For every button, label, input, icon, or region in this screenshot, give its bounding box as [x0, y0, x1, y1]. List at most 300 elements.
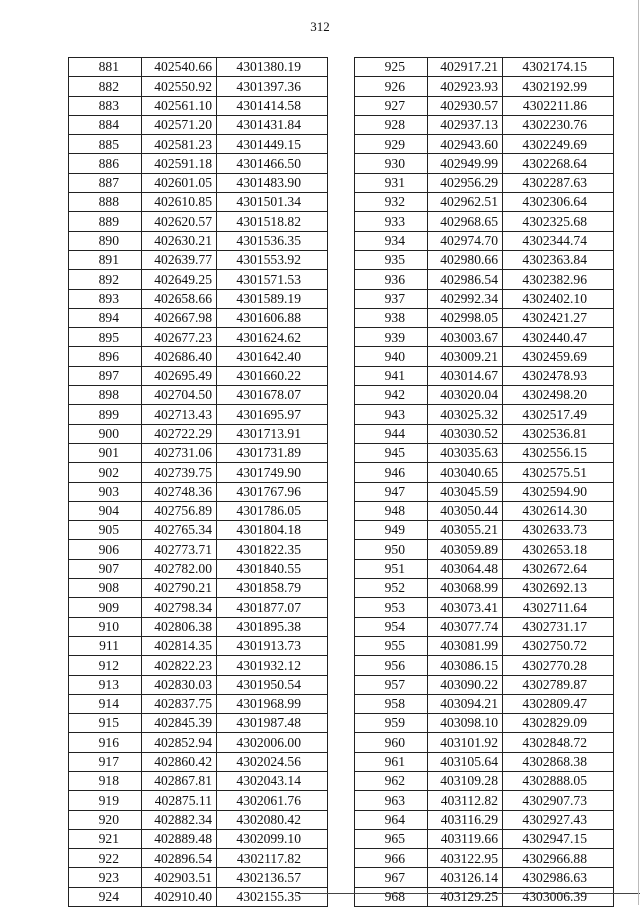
point-number-cell: 888	[69, 193, 142, 212]
y-coordinate-cell: 4302287.63	[503, 173, 614, 192]
x-coordinate-cell: 402649.25	[142, 270, 217, 289]
x-coordinate-cell: 402739.75	[142, 463, 217, 482]
point-number-cell: 945	[355, 443, 428, 462]
y-coordinate-cell: 4302868.38	[503, 752, 614, 771]
point-number-cell: 891	[69, 250, 142, 269]
page-edge-rule	[638, 0, 639, 905]
x-coordinate-cell: 402837.75	[142, 694, 217, 713]
table-row	[355, 752, 614, 771]
table-row	[69, 656, 328, 675]
point-number-cell: 923	[69, 868, 142, 887]
coordinates-table-right	[354, 57, 614, 907]
y-coordinate-cell: 4301414.58	[217, 96, 328, 115]
table-row	[69, 328, 328, 347]
point-number-cell: 899	[69, 405, 142, 424]
x-coordinate-cell: 403050.44	[428, 501, 503, 520]
y-coordinate-cell: 4301449.15	[217, 135, 328, 154]
y-coordinate-cell: 4302080.42	[217, 810, 328, 829]
x-coordinate-cell: 402722.29	[142, 424, 217, 443]
table-row	[355, 366, 614, 385]
table-row	[69, 443, 328, 462]
x-coordinate-cell: 403122.95	[428, 849, 503, 868]
x-coordinate-cell: 403105.64	[428, 752, 503, 771]
x-coordinate-cell: 403020.04	[428, 386, 503, 405]
point-number-cell: 916	[69, 733, 142, 752]
y-coordinate-cell: 4302099.10	[217, 829, 328, 848]
table-row	[355, 347, 614, 366]
x-coordinate-cell: 402998.05	[428, 308, 503, 327]
x-coordinate-cell: 403126.14	[428, 868, 503, 887]
y-coordinate-cell: 4302306.64	[503, 193, 614, 212]
table-row	[69, 347, 328, 366]
table-row	[355, 58, 614, 77]
x-coordinate-cell: 402822.23	[142, 656, 217, 675]
x-coordinate-cell: 402550.92	[142, 77, 217, 96]
point-number-cell: 925	[355, 58, 428, 77]
table-row	[355, 771, 614, 790]
y-coordinate-cell: 4301895.38	[217, 617, 328, 636]
y-coordinate-cell: 4301642.40	[217, 347, 328, 366]
table-row	[355, 617, 614, 636]
y-coordinate-cell: 4303006.39	[503, 887, 614, 906]
x-coordinate-cell: 402896.54	[142, 849, 217, 868]
x-coordinate-cell: 402540.66	[142, 58, 217, 77]
x-coordinate-cell: 403101.92	[428, 733, 503, 752]
x-coordinate-cell: 402992.34	[428, 289, 503, 308]
y-coordinate-cell: 4302402.10	[503, 289, 614, 308]
x-coordinate-cell: 403081.99	[428, 636, 503, 655]
x-coordinate-cell: 402956.29	[428, 173, 503, 192]
point-number-cell: 913	[69, 675, 142, 694]
y-coordinate-cell: 4302174.15	[503, 58, 614, 77]
point-number-cell: 933	[355, 212, 428, 231]
point-number-cell: 953	[355, 598, 428, 617]
point-number-cell: 928	[355, 115, 428, 134]
table-row	[69, 617, 328, 636]
point-number-cell: 935	[355, 250, 428, 269]
y-coordinate-cell: 4302927.43	[503, 810, 614, 829]
y-coordinate-cell: 4302421.27	[503, 308, 614, 327]
point-number-cell: 910	[69, 617, 142, 636]
point-number-cell: 947	[355, 482, 428, 501]
x-coordinate-cell: 402968.65	[428, 212, 503, 231]
table-row	[355, 250, 614, 269]
point-number-cell: 941	[355, 366, 428, 385]
table-row	[355, 231, 614, 250]
table-row	[355, 328, 614, 347]
table-row	[355, 135, 614, 154]
point-number-cell: 895	[69, 328, 142, 347]
x-coordinate-cell: 402860.42	[142, 752, 217, 771]
y-coordinate-cell: 4302136.57	[217, 868, 328, 887]
point-number-cell: 964	[355, 810, 428, 829]
x-coordinate-cell: 402923.93	[428, 77, 503, 96]
table-row	[69, 250, 328, 269]
y-coordinate-cell: 4301380.19	[217, 58, 328, 77]
table-row	[355, 579, 614, 598]
point-number-cell: 897	[69, 366, 142, 385]
table-row	[69, 154, 328, 173]
y-coordinate-cell: 4302440.47	[503, 328, 614, 347]
point-number-cell: 949	[355, 521, 428, 540]
table-row	[69, 579, 328, 598]
y-coordinate-cell: 4301660.22	[217, 366, 328, 385]
point-number-cell: 926	[355, 77, 428, 96]
y-coordinate-cell: 4301553.92	[217, 250, 328, 269]
x-coordinate-cell: 403035.63	[428, 443, 503, 462]
x-coordinate-cell: 402704.50	[142, 386, 217, 405]
point-number-cell: 948	[355, 501, 428, 520]
table-row	[355, 521, 614, 540]
point-number-cell: 901	[69, 443, 142, 462]
table-row	[355, 96, 614, 115]
x-coordinate-cell: 402639.77	[142, 250, 217, 269]
y-coordinate-cell: 4301786.05	[217, 501, 328, 520]
table-row	[69, 386, 328, 405]
coordinates-table-right-body	[355, 58, 614, 907]
point-number-cell: 902	[69, 463, 142, 482]
table-row	[355, 559, 614, 578]
point-number-cell: 958	[355, 694, 428, 713]
table-row	[355, 212, 614, 231]
point-number-cell: 956	[355, 656, 428, 675]
point-number-cell: 963	[355, 791, 428, 810]
point-number-cell: 927	[355, 96, 428, 115]
table-row	[355, 308, 614, 327]
y-coordinate-cell: 4302006.00	[217, 733, 328, 752]
y-coordinate-cell: 4301518.82	[217, 212, 328, 231]
table-row	[69, 231, 328, 250]
y-coordinate-cell: 4301397.36	[217, 77, 328, 96]
x-coordinate-cell: 402917.21	[428, 58, 503, 77]
point-number-cell: 907	[69, 559, 142, 578]
y-coordinate-cell: 4302731.17	[503, 617, 614, 636]
x-coordinate-cell: 402790.21	[142, 579, 217, 598]
table-row	[355, 598, 614, 617]
table-row	[355, 173, 614, 192]
y-coordinate-cell: 4302594.90	[503, 482, 614, 501]
table-row	[69, 135, 328, 154]
x-coordinate-cell: 402686.40	[142, 347, 217, 366]
y-coordinate-cell: 4301606.88	[217, 308, 328, 327]
x-coordinate-cell: 402875.11	[142, 791, 217, 810]
x-coordinate-cell: 403009.21	[428, 347, 503, 366]
x-coordinate-cell: 402756.89	[142, 501, 217, 520]
y-coordinate-cell: 4301767.96	[217, 482, 328, 501]
table-row	[69, 598, 328, 617]
y-coordinate-cell: 4301913.73	[217, 636, 328, 655]
point-number-cell: 909	[69, 598, 142, 617]
point-number-cell: 962	[355, 771, 428, 790]
point-number-cell: 917	[69, 752, 142, 771]
table-row	[355, 810, 614, 829]
table-row	[355, 154, 614, 173]
point-number-cell: 893	[69, 289, 142, 308]
x-coordinate-cell: 402782.00	[142, 559, 217, 578]
y-coordinate-cell: 4302672.64	[503, 559, 614, 578]
table-row	[69, 289, 328, 308]
coordinates-table-left-body	[69, 58, 328, 907]
x-coordinate-cell: 403090.22	[428, 675, 503, 694]
table-row	[69, 193, 328, 212]
y-coordinate-cell: 4301877.07	[217, 598, 328, 617]
y-coordinate-cell: 4301678.07	[217, 386, 328, 405]
y-coordinate-cell: 4302750.72	[503, 636, 614, 655]
table-row	[69, 829, 328, 848]
table-row	[69, 868, 328, 887]
x-coordinate-cell: 402867.81	[142, 771, 217, 790]
y-coordinate-cell: 4302382.96	[503, 270, 614, 289]
table-row	[355, 424, 614, 443]
table-row	[69, 212, 328, 231]
point-number-cell: 922	[69, 849, 142, 868]
point-number-cell: 890	[69, 231, 142, 250]
point-number-cell: 955	[355, 636, 428, 655]
y-coordinate-cell: 4302829.09	[503, 714, 614, 733]
x-coordinate-cell: 402571.20	[142, 115, 217, 134]
point-number-cell: 911	[69, 636, 142, 655]
x-coordinate-cell: 403003.67	[428, 328, 503, 347]
y-coordinate-cell: 4302268.64	[503, 154, 614, 173]
point-number-cell: 951	[355, 559, 428, 578]
table-row	[69, 482, 328, 501]
y-coordinate-cell: 4302325.68	[503, 212, 614, 231]
table-row	[69, 791, 328, 810]
x-coordinate-cell: 403059.89	[428, 540, 503, 559]
point-number-cell: 887	[69, 173, 142, 192]
point-number-cell: 959	[355, 714, 428, 733]
x-coordinate-cell: 402773.71	[142, 540, 217, 559]
x-coordinate-cell: 402731.06	[142, 443, 217, 462]
point-number-cell: 924	[69, 887, 142, 906]
point-number-cell: 903	[69, 482, 142, 501]
x-coordinate-cell: 403109.28	[428, 771, 503, 790]
x-coordinate-cell: 402765.34	[142, 521, 217, 540]
x-coordinate-cell: 402798.34	[142, 598, 217, 617]
table-row	[69, 58, 328, 77]
table-row	[355, 714, 614, 733]
point-number-cell: 904	[69, 501, 142, 520]
y-coordinate-cell: 4301466.50	[217, 154, 328, 173]
point-number-cell: 884	[69, 115, 142, 134]
y-coordinate-cell: 4302155.35	[217, 887, 328, 906]
x-coordinate-cell: 403064.48	[428, 559, 503, 578]
x-coordinate-cell: 403129.25	[428, 887, 503, 906]
y-coordinate-cell: 4301950.54	[217, 675, 328, 694]
y-coordinate-cell: 4302061.76	[217, 791, 328, 810]
x-coordinate-cell: 402814.35	[142, 636, 217, 655]
x-coordinate-cell: 402889.48	[142, 829, 217, 848]
point-number-cell: 914	[69, 694, 142, 713]
y-coordinate-cell: 4302848.72	[503, 733, 614, 752]
y-coordinate-cell: 4302459.69	[503, 347, 614, 366]
point-number-cell: 937	[355, 289, 428, 308]
point-number-cell: 942	[355, 386, 428, 405]
y-coordinate-cell: 4302575.51	[503, 463, 614, 482]
y-coordinate-cell: 4301431.84	[217, 115, 328, 134]
point-number-cell: 896	[69, 347, 142, 366]
x-coordinate-cell: 403040.65	[428, 463, 503, 482]
x-coordinate-cell: 403045.59	[428, 482, 503, 501]
x-coordinate-cell: 402806.38	[142, 617, 217, 636]
y-coordinate-cell: 4302888.05	[503, 771, 614, 790]
table-row	[355, 270, 614, 289]
x-coordinate-cell: 402986.54	[428, 270, 503, 289]
table-row	[69, 733, 328, 752]
y-coordinate-cell: 4301749.90	[217, 463, 328, 482]
point-number-cell: 961	[355, 752, 428, 771]
y-coordinate-cell: 4301987.48	[217, 714, 328, 733]
point-number-cell: 892	[69, 270, 142, 289]
x-coordinate-cell: 402677.23	[142, 328, 217, 347]
y-coordinate-cell: 4301501.34	[217, 193, 328, 212]
x-coordinate-cell: 402561.10	[142, 96, 217, 115]
x-coordinate-cell: 402830.03	[142, 675, 217, 694]
y-coordinate-cell: 4302344.74	[503, 231, 614, 250]
table-row	[69, 849, 328, 868]
table-row	[355, 443, 614, 462]
bottom-rule	[298, 893, 640, 894]
point-number-cell: 898	[69, 386, 142, 405]
table-row	[355, 501, 614, 520]
x-coordinate-cell: 403030.52	[428, 424, 503, 443]
table-row	[355, 405, 614, 424]
y-coordinate-cell: 4301968.99	[217, 694, 328, 713]
table-row	[69, 521, 328, 540]
y-coordinate-cell: 4302653.18	[503, 540, 614, 559]
y-coordinate-cell: 4301536.35	[217, 231, 328, 250]
table-row	[355, 868, 614, 887]
y-coordinate-cell: 4302363.84	[503, 250, 614, 269]
table-row	[69, 694, 328, 713]
x-coordinate-cell: 403116.29	[428, 810, 503, 829]
page-number: 312	[310, 19, 330, 34]
point-number-cell: 944	[355, 424, 428, 443]
y-coordinate-cell: 4302211.86	[503, 96, 614, 115]
x-coordinate-cell: 402882.34	[142, 810, 217, 829]
point-number-cell: 966	[355, 849, 428, 868]
table-row	[69, 463, 328, 482]
point-number-cell: 919	[69, 791, 142, 810]
x-coordinate-cell: 402748.36	[142, 482, 217, 501]
point-number-cell: 930	[355, 154, 428, 173]
table-row	[355, 77, 614, 96]
point-number-cell: 938	[355, 308, 428, 327]
table-row	[69, 636, 328, 655]
table-row	[355, 289, 614, 308]
point-number-cell: 931	[355, 173, 428, 192]
table-row	[69, 887, 328, 906]
point-number-cell: 921	[69, 829, 142, 848]
table-row	[355, 193, 614, 212]
point-number-cell: 915	[69, 714, 142, 733]
y-coordinate-cell: 4302230.76	[503, 115, 614, 134]
x-coordinate-cell: 402695.49	[142, 366, 217, 385]
table-row	[69, 540, 328, 559]
point-number-cell: 883	[69, 96, 142, 115]
x-coordinate-cell: 403068.99	[428, 579, 503, 598]
table-row	[355, 675, 614, 694]
point-number-cell: 934	[355, 231, 428, 250]
x-coordinate-cell: 403077.74	[428, 617, 503, 636]
table-row	[355, 636, 614, 655]
y-coordinate-cell: 4302614.30	[503, 501, 614, 520]
y-coordinate-cell: 4302947.15	[503, 829, 614, 848]
point-number-cell: 952	[355, 579, 428, 598]
table-row	[355, 115, 614, 134]
table-row	[355, 656, 614, 675]
point-number-cell: 936	[355, 270, 428, 289]
y-coordinate-cell: 4301932.12	[217, 656, 328, 675]
table-row	[355, 386, 614, 405]
table-row	[69, 173, 328, 192]
table-row	[69, 810, 328, 829]
y-coordinate-cell: 4302966.88	[503, 849, 614, 868]
point-number-cell: 885	[69, 135, 142, 154]
y-coordinate-cell: 4302498.20	[503, 386, 614, 405]
table-row	[355, 887, 614, 906]
y-coordinate-cell: 4302478.93	[503, 366, 614, 385]
point-number-cell: 929	[355, 135, 428, 154]
table-row	[355, 482, 614, 501]
y-coordinate-cell: 4301695.97	[217, 405, 328, 424]
y-coordinate-cell: 4302556.15	[503, 443, 614, 462]
table-row	[69, 771, 328, 790]
point-number-cell: 965	[355, 829, 428, 848]
y-coordinate-cell: 4301713.91	[217, 424, 328, 443]
point-number-cell: 906	[69, 540, 142, 559]
x-coordinate-cell: 402980.66	[428, 250, 503, 269]
point-number-cell: 881	[69, 58, 142, 77]
table-row	[69, 270, 328, 289]
y-coordinate-cell: 4301804.18	[217, 521, 328, 540]
y-coordinate-cell: 4302633.73	[503, 521, 614, 540]
x-coordinate-cell: 402949.99	[428, 154, 503, 173]
table-row	[69, 366, 328, 385]
x-coordinate-cell: 402713.43	[142, 405, 217, 424]
table-row	[355, 849, 614, 868]
table-row	[69, 424, 328, 443]
point-number-cell: 905	[69, 521, 142, 540]
point-number-cell: 950	[355, 540, 428, 559]
x-coordinate-cell: 403098.10	[428, 714, 503, 733]
table-row	[69, 96, 328, 115]
x-coordinate-cell: 403055.21	[428, 521, 503, 540]
point-number-cell: 943	[355, 405, 428, 424]
point-number-cell: 920	[69, 810, 142, 829]
x-coordinate-cell: 402930.57	[428, 96, 503, 115]
y-coordinate-cell: 4301822.35	[217, 540, 328, 559]
table-row	[355, 791, 614, 810]
y-coordinate-cell: 4302024.56	[217, 752, 328, 771]
table-row	[69, 115, 328, 134]
y-coordinate-cell: 4301858.79	[217, 579, 328, 598]
point-number-cell: 939	[355, 328, 428, 347]
x-coordinate-cell: 402903.51	[142, 868, 217, 887]
point-number-cell: 954	[355, 617, 428, 636]
point-number-cell: 882	[69, 77, 142, 96]
x-coordinate-cell: 403073.41	[428, 598, 503, 617]
table-row	[355, 694, 614, 713]
y-coordinate-cell: 4301589.19	[217, 289, 328, 308]
x-coordinate-cell: 402667.98	[142, 308, 217, 327]
point-number-cell: 918	[69, 771, 142, 790]
x-coordinate-cell: 403086.15	[428, 656, 503, 675]
y-coordinate-cell: 4301624.62	[217, 328, 328, 347]
x-coordinate-cell: 402620.57	[142, 212, 217, 231]
x-coordinate-cell: 402943.60	[428, 135, 503, 154]
y-coordinate-cell: 4302517.49	[503, 405, 614, 424]
